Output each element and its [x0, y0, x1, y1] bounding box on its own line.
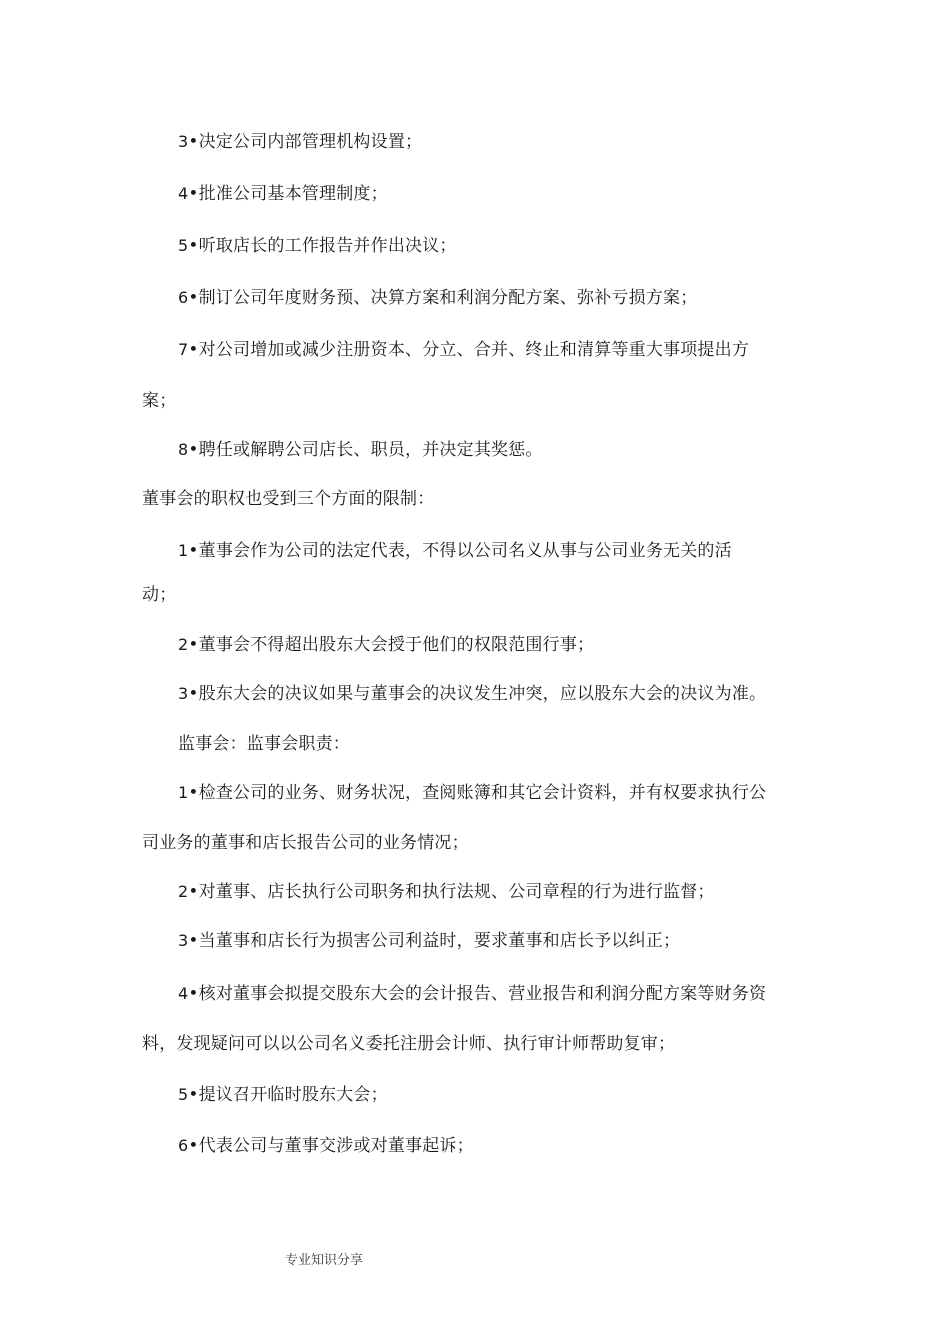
section-heading: 监事会：监事会职责：: [178, 734, 350, 754]
text-line-continuation: 案；: [142, 391, 177, 411]
text-line: 5•提议召开临时股东大会；: [178, 1085, 388, 1105]
text-line: 3•当董事和店长行为损害公司利益时，要求董事和店长予以纠正；: [178, 931, 681, 951]
text-line-continuation: 料，发现疑问可以以公司名义委托注册会计师、执行审计师帮助复审；: [142, 1034, 676, 1054]
text-line-continuation: 司业务的董事和店长报告公司的业务情况；: [142, 833, 469, 853]
text-line: 2•董事会不得超出股东大会授于他们的权限范围行事；: [178, 635, 595, 655]
text-line: 4•核对董事会拟提交股东大会的会计报告、营业报告和利润分配方案等财务资: [178, 984, 767, 1004]
section-heading: 董事会的职权也受到三个方面的限制：: [142, 489, 435, 509]
text-line: 8•聘任或解聘公司店长、职员，并决定其奖惩。: [178, 440, 543, 460]
text-line: 2•对董事、店长执行公司职务和执行法规、公司章程的行为进行监督；: [178, 882, 715, 902]
page-footer: 专业知识分享: [285, 1253, 364, 1268]
text-line: 1•董事会作为公司的法定代表，不得以公司名义从事与公司业务无关的活: [178, 541, 732, 561]
text-line: 5•听取店长的工作报告并作出决议；: [178, 236, 457, 256]
text-line: 3•决定公司内部管理机构设置；: [178, 132, 423, 152]
text-line: 3•股东大会的决议如果与董事会的决议发生冲突，应以股东大会的决议为准。: [178, 684, 767, 704]
text-line: 6•代表公司与董事交涉或对董事起诉；: [178, 1136, 474, 1156]
text-line: 4•批准公司基本管理制度；: [178, 184, 388, 204]
text-line: 1•检查公司的业务、财务状况，查阅账簿和其它会计资料，并有权要求执行公: [178, 783, 767, 803]
text-line: 6•制订公司年度财务预、决算方案和利润分配方案、弥补亏损方案；: [178, 288, 698, 308]
text-line-continuation: 动；: [142, 585, 177, 605]
text-line: 7•对公司增加或减少注册资本、分立、合并、终止和清算等重大事项提出方: [178, 340, 750, 360]
